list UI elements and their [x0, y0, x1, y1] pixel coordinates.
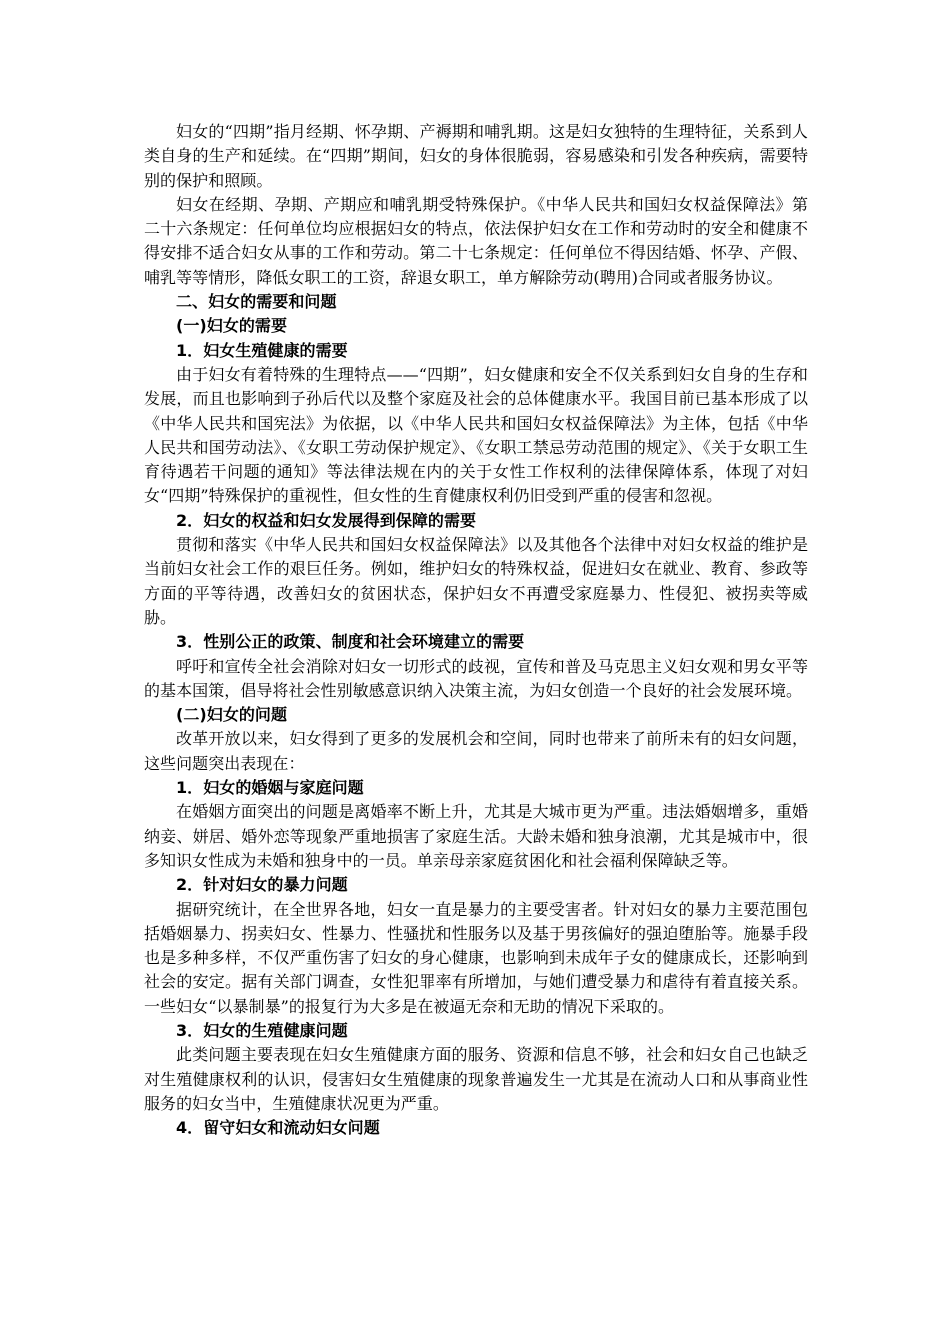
document-page	[144, 120, 808, 1140]
subsection-heading-needs: (一)妇女的需要	[176, 316, 288, 336]
paragraph-problems-intro: 改革开放以来，妇女得到了更多的发展机会和空间，同时也带来了前所未有的妇女问题，这些问题突出表现在：	[144, 729, 808, 773]
paragraph-four-periods-intro: 妇女的“四期”指月经期、怀孕期、产褥期和哺乳期。这是妇女独特的生理特征，关系到人类自身的生产和延续。在“四期”期间，妇女的身体很脆弱，容易感染和引发各种疾病，需要特别的保护和照顾。	[144, 122, 808, 190]
paragraph-legal-protection: 妇女在经期、孕期、产期应和哺乳期受特殊保护。《中华人民共和国妇女权益保障法》第二十六条规定：任何单位均应根据妇女的特点，依法保护妇女在工作和劳动时的安全和健康不得安排不适合妇女从事的工作和劳动。第二十七条规定：任何单位不得因结婚、怀孕、产假、哺乳等等情形，降低女职工的工资，辞退女职工，单方解除劳动(聘用)合同或者服务协议。	[144, 194, 808, 287]
item-heading-reproductive-health-need: 1．妇女生殖健康的需要	[176, 340, 348, 360]
item-heading-reproductive-health-problem: 3．妇女的生殖健康问题	[176, 1020, 348, 1040]
item-heading-gender-justice-need: 3．性别公正的政策、制度和社会环境建立的需要	[176, 632, 525, 652]
paragraph-violence: 据研究统计，在全世界各地，妇女一直是暴力的主要受害者。针对妇女的暴力主要范围包括婚姻暴力、拐卖妇女、性暴力、性骚扰和性服务以及基于男孩偏好的强迫堕胎等。施暴手段也是多种多样，不仅严重伤害了妇女的身心健康，也影响到未成年子女的健康成长，还影响到社会的安定。据有关部门调查，女性犯罪率有所增加，与她们遭受暴力和虐待有着直接关系。一些妇女“以暴制暴”的报复行为大多是在被逼无奈和无助的情况下采取的。	[144, 899, 808, 1016]
item-heading-left-behind-migrant: 4．留守妇女和流动妇女问题	[176, 1118, 380, 1138]
item-heading-marriage-family: 1．妇女的婚姻与家庭问题	[176, 778, 364, 798]
paragraph-reproductive-health-need: 由于妇女有着特殊的生理特点——“四期”，妇女健康和安全不仅关系到妇女自身的生存和发展，而且也影响到子孙后代以及整个家庭及社会的总体健康水平。我国目前已基本形成了以《中华人民共和国宪法》为依据，以《中华人民共和国妇女权益保障法》为主体，包括《中华人民共和国劳动法》、《女职工劳动保护规定》、《女职工禁忌劳动范围的规定》、《关于女职工生育待遇若干问题的通知》等法律法规在内的关于女性工作权利的法律保障体系，体现了对妇女“四期”特殊保护的重视性，但女性的生育健康权利仍旧受到严重的侵害和忽视。	[144, 364, 808, 506]
item-heading-violence: 2．针对妇女的暴力问题	[176, 875, 348, 895]
paragraph-marriage-family: 在婚姻方面突出的问题是离婚率不断上升，尤其是大城市更为严重。违法婚姻增多，重婚纳妾、姘居、婚外恋等现象严重地损害了家庭生活。大龄未婚和独身浪潮，尤其是城市中，很多知识女性成为未婚和独身中的一员。单亲母亲家庭贫困化和社会福利保障缺乏等。	[144, 802, 808, 870]
paragraph-gender-justice-need: 呼吁和宣传全社会消除对妇女一切形式的歧视，宣传和普及马克思主义妇女观和男女平等的基本国策，倡导将社会性别敏感意识纳入决策主流，为妇女创造一个良好的社会发展环境。	[144, 656, 808, 700]
item-heading-rights-guarantee-need: 2．妇女的权益和妇女发展得到保障的需要	[176, 510, 477, 530]
subsection-heading-problems: (二)妇女的问题	[176, 705, 288, 725]
section-heading-needs-and-problems: 二、妇女的需要和问题	[176, 292, 337, 312]
paragraph-reproductive-health-problem: 此类问题主要表现在妇女生殖健康方面的服务、资源和信息不够，社会和妇女自己也缺乏对生殖健康权利的认识，侵害妇女生殖健康的现象普遍发生一尤其是在流动人口和从事商业性服务的妇女当中，生殖健康状况更为严重。	[144, 1045, 808, 1113]
paragraph-rights-guarantee-need: 贯彻和落实《中华人民共和国妇女权益保障法》以及其他各个法律中对妇女权益的维护是当前妇女社会工作的艰巨任务。例如，维护妇女的特殊权益，促进妇女在就业、教育、参政等方面的平等待遇，改善妇女的贫困状态，保护妇女不再遭受家庭暴力、性侵犯、被拐卖等威胁。	[144, 535, 808, 627]
